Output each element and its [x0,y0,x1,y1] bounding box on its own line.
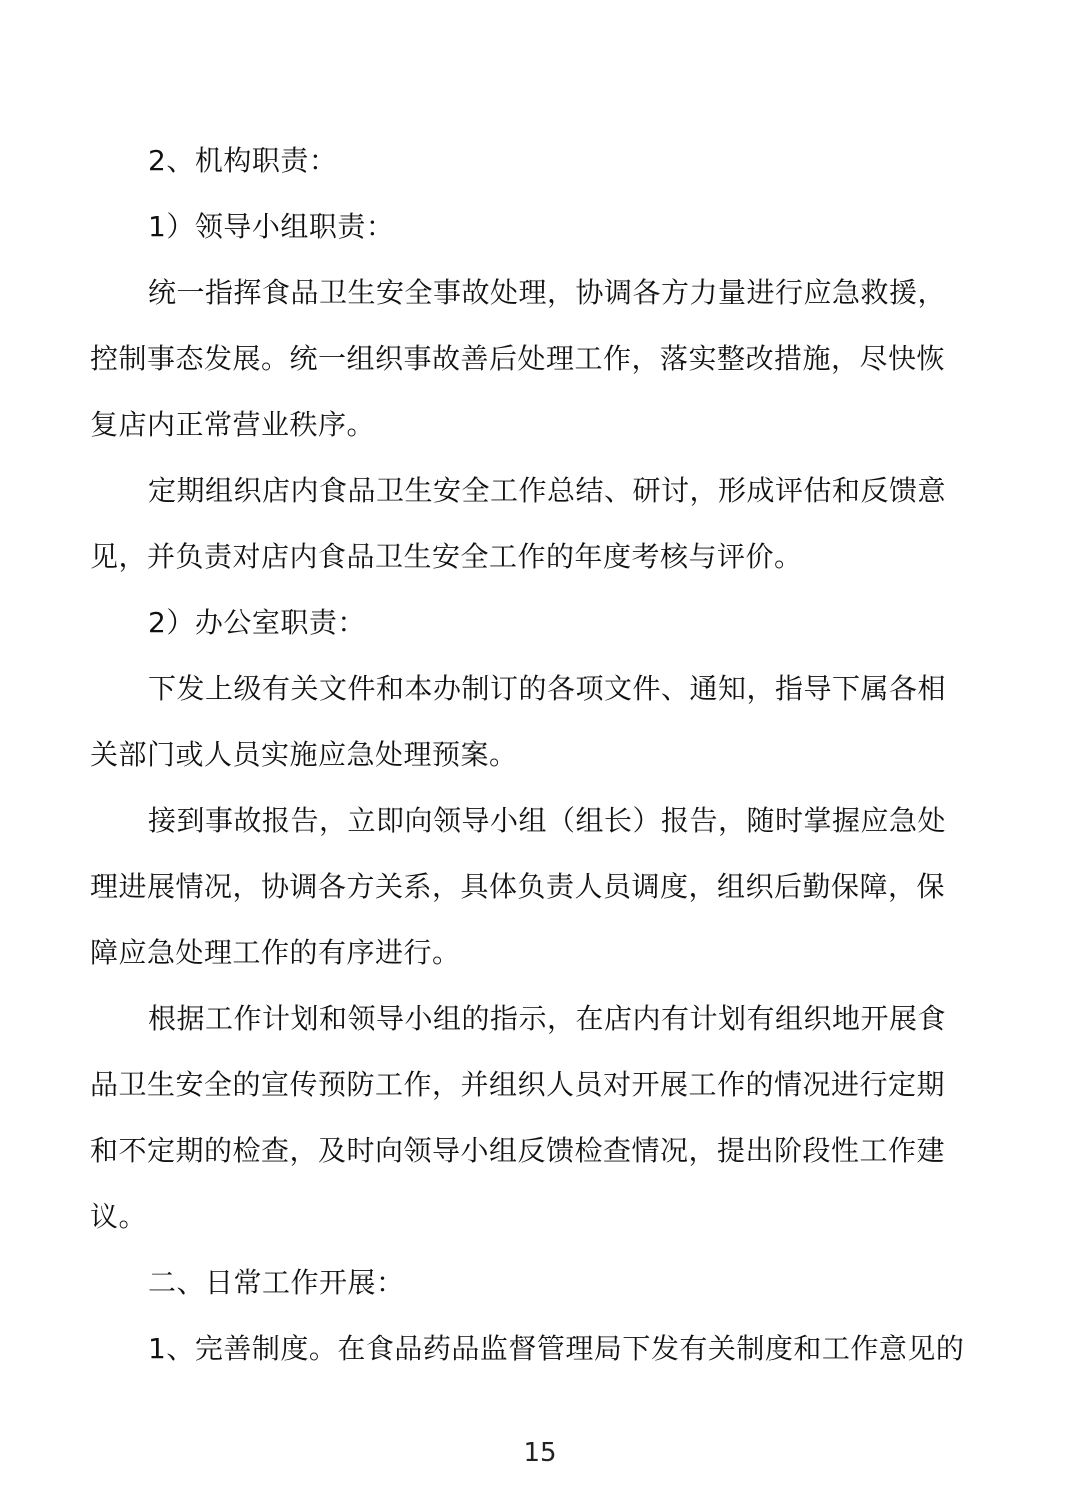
text-line: 定期组织店内食品卫生安全工作总结、研讨，形成评估和反馈意 [148,474,947,507]
section-heading-daily-work: 二、日常工作开展： [148,1266,405,1299]
subheading-office-duties: 2）办公室职责： [148,606,366,639]
text-line: 品卫生安全的宣传预防工作，并组织人员对开展工作的情况进行定期 [90,1068,946,1101]
document-body [90,128,985,1382]
text-line: 障应急处理工作的有序进行。 [90,936,461,969]
text-line: 关部门或人员实施应急处理预案。 [90,738,518,771]
text-line: 议。 [90,1200,148,1233]
text-line: 复店内正常营业秩序。 [90,408,376,441]
text-line: 1、完善制度。在食品药品监督管理局下发有关制度和工作意见的 [148,1332,965,1365]
text-line: 下发上级有关文件和本办制订的各项文件、通知，指导下属各相 [148,672,947,705]
text-line: 理进展情况，协调各方关系，具体负责人员调度，组织后勤保障，保 [90,870,946,903]
text-line: 控制事态发展。统一组织事故善后处理工作，落实整改措施，尽快恢 [90,342,946,375]
text-line: 统一指挥食品卫生安全事故处理，协调各方力量进行应急救援， [148,276,947,309]
text-line: 根据工作计划和领导小组的指示，在店内有计划有组织地开展食 [148,1002,947,1035]
section-heading-structure-duties: 2、机构职责： [148,144,338,177]
page-number: 15 [523,1438,557,1468]
subheading-leadership-group-duties: 1）领导小组职责： [148,210,395,243]
text-line: 接到事故报告，立即向领导小组（组长）报告，随时掌握应急处 [148,804,947,837]
text-line: 见，并负责对店内食品卫生安全工作的年度考核与评价。 [90,540,803,573]
text-line: 和不定期的检查，及时向领导小组反馈检查情况，提出阶段性工作建 [90,1134,946,1167]
